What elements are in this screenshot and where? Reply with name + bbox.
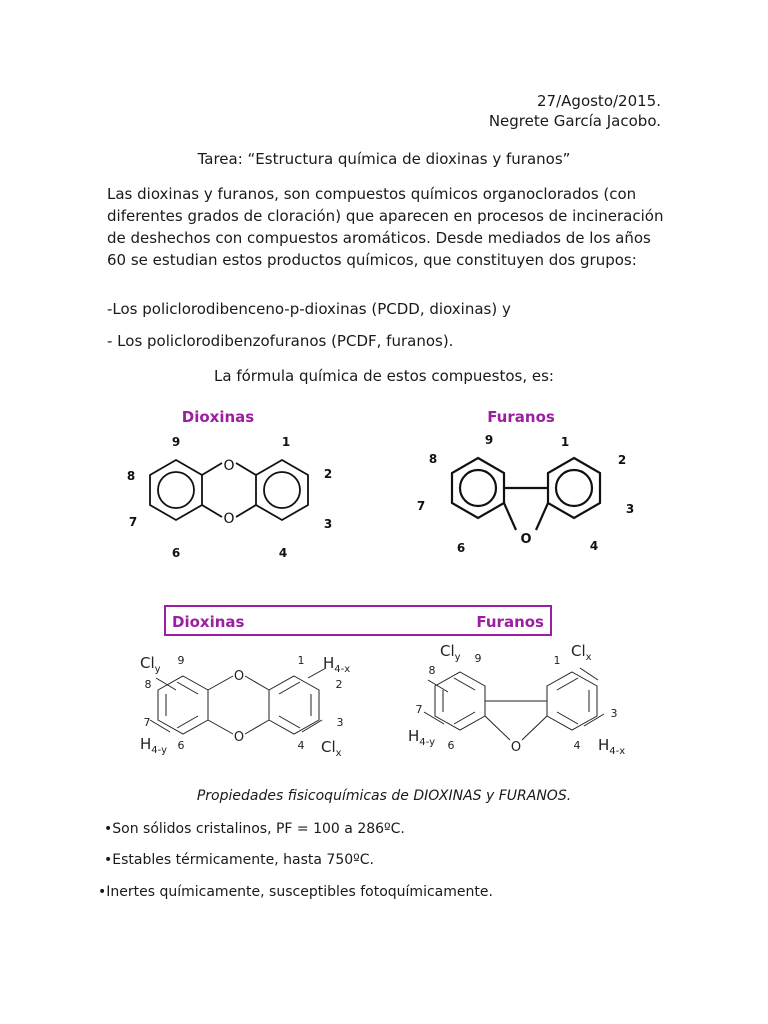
fig1-dioxin-oxygen-top: O bbox=[223, 458, 235, 474]
fig2-dioxin-oxygen-bottom: O bbox=[233, 730, 245, 745]
formula-intro: La fórmula química de estos compuestos, es: bbox=[214, 367, 554, 385]
fig2-furan-label: 6 bbox=[447, 739, 455, 752]
figure-2 bbox=[140, 606, 625, 759]
fig2-dioxin-h4y: $H_{4-y}$ bbox=[140, 735, 167, 756]
fig2-furan-h4y: $H_{4-y}$ bbox=[408, 727, 435, 748]
fig1-dioxin-label: 4 bbox=[278, 546, 288, 560]
fig2-dioxin-label: 7 bbox=[143, 716, 151, 729]
fig2-furan-clx: $Cl_x$ bbox=[571, 642, 592, 663]
fig2-dioxin-oxygen-top: O bbox=[233, 669, 245, 684]
fig2-furan-structure bbox=[424, 668, 604, 740]
fig1-dioxin-title: Dioxinas bbox=[181, 408, 255, 426]
fig2-furan-h4x: $H_{4-x}$ bbox=[598, 736, 626, 757]
fig1-dioxin-label: 8 bbox=[126, 469, 136, 483]
fig2-dioxin-label: 4 bbox=[297, 739, 305, 752]
fig2-furan-oxygen: O bbox=[510, 740, 522, 755]
fig1-furan-label: 1 bbox=[560, 435, 570, 449]
fig1-dioxin-label: 2 bbox=[323, 467, 333, 481]
fig1-furan-structure bbox=[452, 458, 600, 530]
fig2-dioxin-clx: $Cl_x$ bbox=[321, 738, 342, 759]
fig2-dioxin-label: 2 bbox=[335, 678, 343, 691]
fig2-dioxin-cly: $Cl_y$ bbox=[140, 654, 161, 675]
fig1-dioxin-oxygen-bottom: O bbox=[223, 511, 235, 527]
fig2-furan-title: Furanos bbox=[476, 613, 544, 631]
fig1-furan-label: 4 bbox=[589, 539, 599, 553]
fig2-dioxin-label: 6 bbox=[177, 739, 185, 752]
property-item: •Son sólidos cristalinos, PF = 100 a 286ºC. bbox=[104, 821, 405, 837]
document-title: Tarea: “Estructura química de dioxinas y furanos” bbox=[197, 150, 571, 168]
fig2-furan-label: 8 bbox=[428, 664, 436, 677]
fig1-furan-label: 7 bbox=[416, 499, 426, 513]
fig1-dioxin-label: 1 bbox=[281, 435, 291, 449]
fig1-furan-oxygen: O bbox=[520, 532, 532, 547]
intro-paragraph: Las dioxinas y furanos, son compuestos químicos organoclorados (con diferentes grados de cloración) que aparecen en procesos de incineración de deshechos con compuestos aromáticos. Desde mediados de los años 60 se estudian estos productos químicos, que constituyen dos grupos: bbox=[107, 185, 664, 269]
fig2-furan-label: 4 bbox=[573, 739, 581, 752]
fig2-furan-cly: $Cl_y$ bbox=[440, 642, 461, 663]
fig1-dioxin-label: 7 bbox=[128, 515, 138, 529]
fig1-dioxin-label: 3 bbox=[323, 517, 333, 531]
fig1-furan-label: 3 bbox=[625, 502, 635, 516]
fig2-furan-label: 3 bbox=[610, 707, 618, 720]
fig1-dioxin-label: 9 bbox=[171, 435, 181, 449]
fig1-furan-label: 9 bbox=[484, 433, 494, 447]
fig2-dioxin-label: 3 bbox=[336, 716, 344, 729]
fig2-dioxin-label: 9 bbox=[177, 654, 185, 667]
fig2-dioxin-h4x: $H_{4-x}$ bbox=[323, 654, 351, 675]
property-item: •Inertes químicamente, susceptibles fotoquímicamente. bbox=[98, 884, 493, 900]
fig1-furan-label: 2 bbox=[617, 453, 627, 467]
property-item: •Estables térmicamente, hasta 750ºC. bbox=[104, 852, 374, 868]
fig1-furan-label: 8 bbox=[428, 452, 438, 466]
figure-1 bbox=[127, 408, 634, 560]
fig2-furan-label: 9 bbox=[474, 652, 482, 665]
fig2-furan-label: 7 bbox=[415, 703, 423, 716]
fig2-dioxin-label: 8 bbox=[144, 678, 152, 691]
document-date: 27/Agosto/2015. bbox=[537, 92, 661, 110]
document-author: Negrete García Jacobo. bbox=[488, 112, 661, 130]
fig2-dioxin-title: Dioxinas bbox=[172, 613, 245, 631]
fig1-furan-title: Furanos bbox=[487, 408, 555, 426]
fig1-furan-label: 6 bbox=[456, 541, 466, 555]
fig2-dioxin-label: 1 bbox=[297, 654, 305, 667]
properties-caption: Propiedades fisicoquímicas de DIOXINAS y FURANOS. bbox=[196, 788, 572, 804]
group-item-furans: - Los policlorodibenzofuranos (PCDF, furanos). bbox=[107, 332, 454, 350]
group-item-dioxins: -Los policlorodibenceno-p-dioxinas (PCDD, dioxinas) y bbox=[107, 300, 511, 318]
fig2-furan-label: 1 bbox=[553, 654, 561, 667]
fig1-dioxin-label: 6 bbox=[171, 546, 181, 560]
